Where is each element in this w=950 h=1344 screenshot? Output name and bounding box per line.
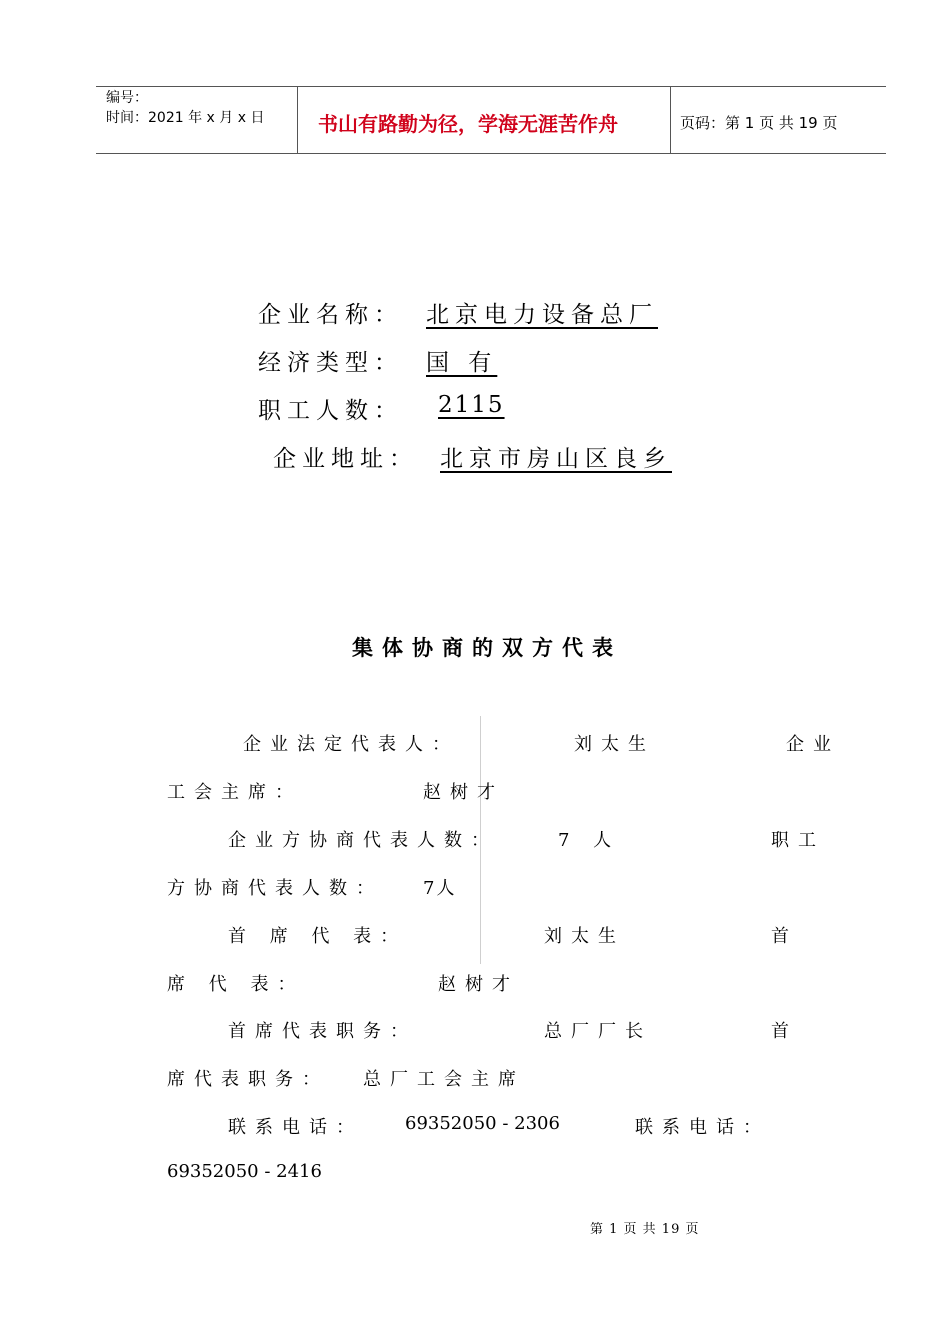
employer-count-value: 7 人 [558, 830, 621, 851]
chief2-position-b: 席代表职务： [167, 1069, 329, 1090]
chief-position-label: 首席代表职务： [228, 1021, 417, 1042]
header-page-info: 页码：第 1 页 共 19 页 [680, 114, 838, 132]
staff-count-rep-value: 7人 [423, 878, 457, 899]
company-address-value: 北京市房山区良乡 [440, 446, 672, 472]
legal-rep-label: 企业法定代表人： [243, 734, 459, 755]
chief2-label-b: 席 代 表： [167, 974, 305, 995]
staff-count-b: 方协商代表人数： [167, 878, 383, 899]
section-title: 集体协商的双方代表 [352, 635, 622, 660]
union-label-a: 企业 [786, 734, 840, 755]
phone-value: 69352050 - 2306 [405, 1113, 560, 1134]
chief2-position-a: 首 [771, 1021, 798, 1042]
staff-count-label: 职工人数： [258, 398, 403, 424]
legal-rep-name: 刘太生 [574, 734, 655, 755]
header-motto: 书山有路勤为径，学海无涯苦作舟 [318, 112, 618, 136]
company-name-value: 北京电力设备总厂 [426, 302, 658, 328]
chief-rep-name: 刘太生 [544, 926, 625, 947]
phone-label: 联系电话： [228, 1117, 363, 1138]
company-address-label: 企业地址： [273, 446, 418, 472]
header-bottom-rule [96, 153, 886, 154]
phone2-label: 联系电话： [635, 1117, 770, 1138]
economy-type-value: 国 有 [426, 350, 498, 376]
chief2-name: 赵树才 [438, 974, 519, 995]
header-divider-right [670, 86, 671, 154]
union-label-b: 工会主席： [167, 782, 302, 803]
footer-page-number: 第 1 页 共 19 页 [590, 1222, 700, 1237]
chief2-label-a: 首 [771, 926, 798, 947]
employer-count-label: 企业方协商代表人数： [228, 830, 498, 851]
chief-position-value: 总厂厂长 [544, 1021, 652, 1042]
serial-label: 编号： [106, 90, 148, 106]
time-label: 时间：2021 年 x 月 x 日 [106, 110, 265, 126]
header-divider-left [297, 86, 298, 154]
phone2-value: 69352050 - 2416 [167, 1161, 322, 1182]
company-name-label: 企业名称： [258, 302, 403, 328]
chief2-position-value: 总厂工会主席 [363, 1069, 525, 1090]
staff-count-a: 职工 [771, 830, 825, 851]
chief-rep-label: 首 席 代 表： [228, 926, 408, 947]
header-top-rule [96, 86, 886, 87]
staff-count-value: 2115 [438, 392, 505, 418]
union-name: 赵树才 [423, 782, 504, 803]
economy-type-label: 经济类型： [258, 350, 403, 376]
